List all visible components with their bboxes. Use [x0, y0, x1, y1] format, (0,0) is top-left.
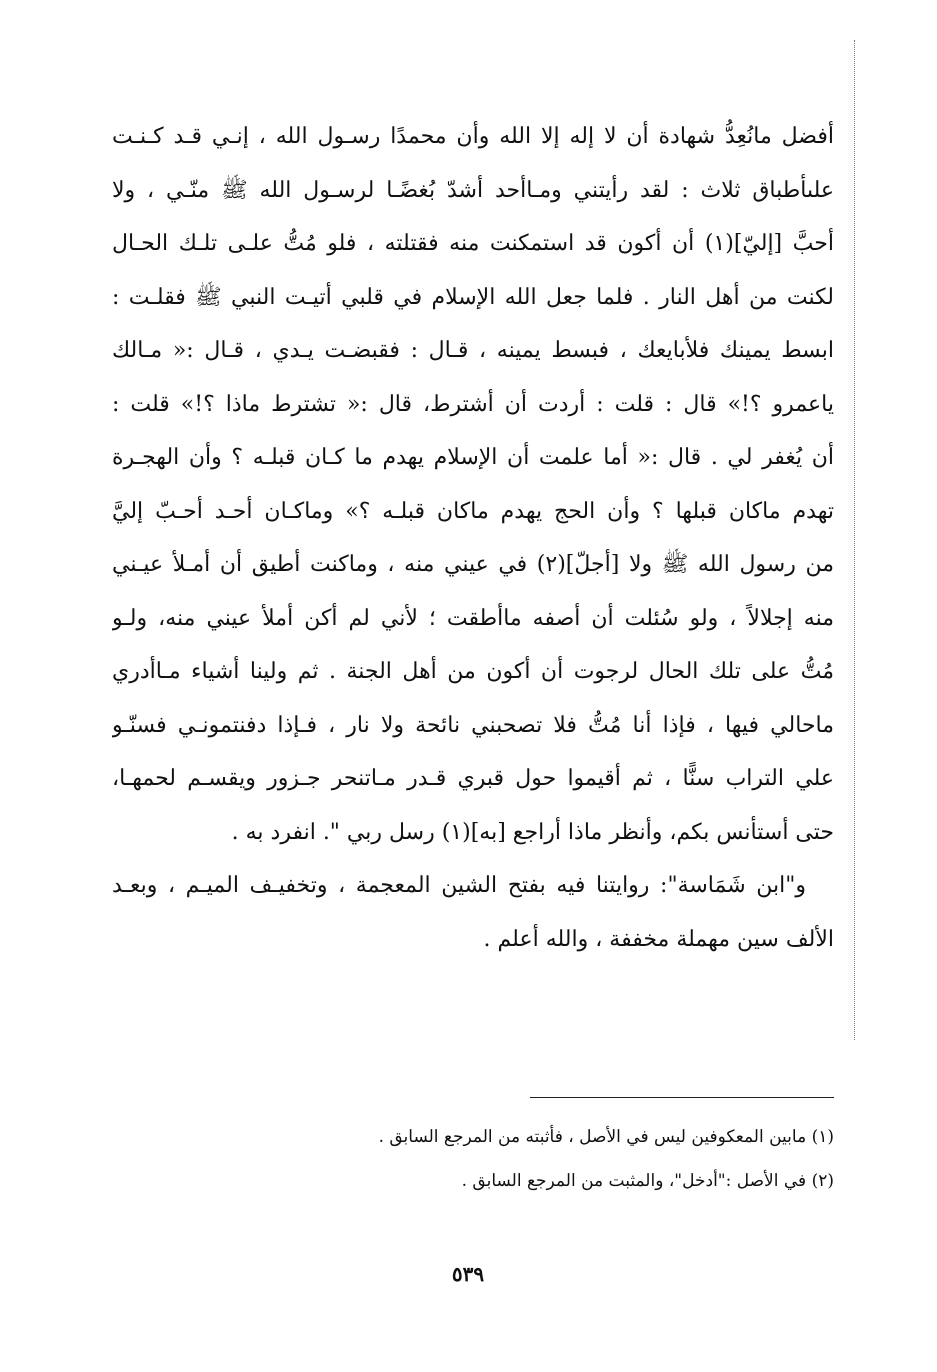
text-line: منه إجلالاً ، ولو سُئلت أن أصفه ماأطقت ؛ لأني لم أكن أملأ عيني منه، ولـو: [112, 605, 834, 631]
text-line: الألف سين مهملة مخففة ، والله أعلم .: [483, 926, 834, 952]
footnote-separator: [530, 1097, 834, 1098]
text-line: ماحالي فيها ، فإذا أنا مُتُّ فلا تصحبني نائحة ولا نار ، فـإذا دفنتمونـي فسنّـو: [112, 712, 834, 738]
text-line: ياعمرو ؟!» قال : قلت : أردت أن أشترط، قال :« تشترط ماذا ؟!» قلت :: [112, 391, 834, 417]
text-line: لكنت من أهل النار . فلما جعل الله الإسلام في قلبي أتيـت النبي ﷺ فقلـت :: [112, 284, 834, 310]
page-number: ٥٣٩: [451, 1262, 485, 1286]
footnote: (١) مابين المعكوفين ليس في الأصل ، فأثبته من المرجع السابق .: [378, 1127, 834, 1147]
text-line: أفضل مانُعِدُّ شهادة أن لا إله إلا الله وأن محمدًا رسـول الله ، إنـي قـد كـنـت: [112, 124, 834, 149]
main-text-block: [112, 110, 834, 966]
text-line: تهدم ماكان قبلها ؟ وأن الحج يهدم ماكان قبلـه ؟» وماكـان أحـد أحـبّ إليَّ: [112, 498, 834, 524]
text-line: من رسول الله ﷺ ولا [أجلّ](٢) في عيني منه ، وماكنت أطيق أن أمـلأ عيـني: [112, 552, 834, 577]
text-line: ابسط يمينك فلأبايعك ، فبسط يمينه ، قـال : فقبضـت يـدي ، قـال :« مـالك: [112, 338, 834, 363]
footnote: (٢) في الأصل :"أدخل"، والمثبت من المرجع السابق .: [461, 1171, 834, 1191]
text-line: و"ابن شَمَاسة": روايتنا فيه بفتح الشين المعجمة ، وتخفيـف الميـم ، وبعـد: [112, 873, 806, 898]
text-line: علىأطباق ثلاث : لقد رأيتني ومـاأحد أشدّ بُغضًـا لرسـول الله ﷺ منّـي ، ولا: [112, 177, 834, 203]
margin-dotted-line: [854, 40, 859, 1040]
text-line: أحبَّ [إليّ](١) أن أكون قد استمكنت منه فقتلته ، فلو مُتُّ علـى تلـك الحـال: [112, 231, 834, 256]
text-line: أن يُغفر لي . قال :« أما علمت أن الإسلام يهدم ما كـان قبلـه ؟ وأن الهجـرة: [112, 445, 834, 470]
text-line: علي التراب سنًّا ، ثم أقيموا حول قبري قـدر مـاتنحر جـزور ويقسـم لحمهـا،: [112, 766, 834, 791]
text-line: مُتُّ على تلك الحال لرجوت أن أكون من أهل الجنة . ثم ولينا أشياء مـاأدري: [112, 659, 834, 684]
footnotes-block: [300, 1115, 834, 1203]
text-line: حتى أستأنس بكم، وأنظر ماذا أراجع [به](١) رسل ربي ". انفرد به .: [231, 819, 834, 845]
